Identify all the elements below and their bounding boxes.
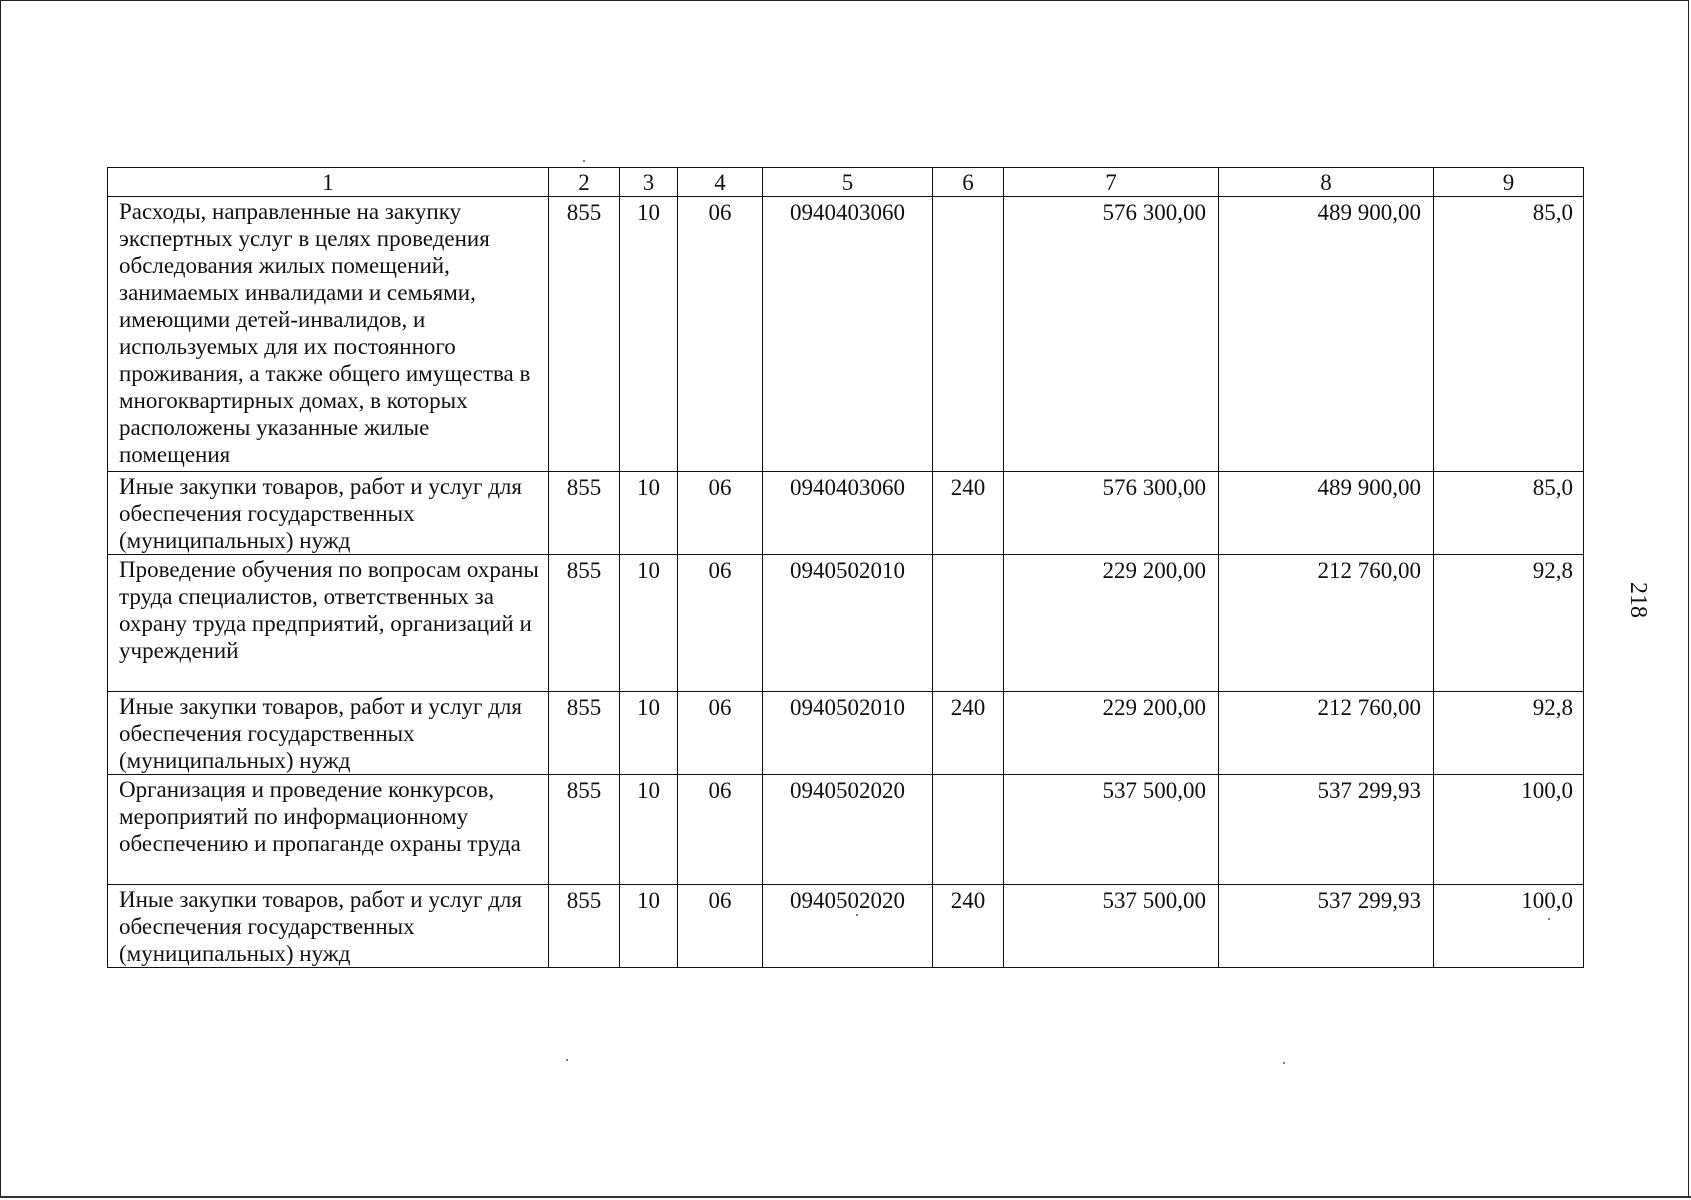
column-number-row — [108, 168, 1584, 197]
expense-name: Расходы, направленные на закупку экспертных услуг в целях проведения обследования жилых помещений, занимаемых инвалидами и семьями, имеющими детей-инвалидов, и используемых для их постоянного проживания, а также общего имущества в многоквартирных домах, в которых расположены указанные жилые помещения — [108, 197, 549, 472]
expense-type-code: 240 — [933, 692, 1004, 775]
expense-type-code — [933, 775, 1004, 885]
target-article-code: 0940502020 — [763, 885, 933, 968]
column-number: 8 — [1219, 168, 1434, 197]
table-row — [108, 472, 1584, 555]
table-row — [108, 197, 1584, 472]
grbs-code: 855 — [549, 692, 620, 775]
section-code: 10 — [620, 472, 678, 555]
expense-name: Проведение обучения по вопросам охраны труда специалистов, ответственных за охрану труда предприятий, организаций и учреждений — [108, 555, 549, 692]
grbs-code: 855 — [549, 555, 620, 692]
planned-amount: 537 500,00 — [1004, 885, 1219, 968]
execution-percent: 92,8 — [1434, 555, 1584, 692]
planned-amount: 229 200,00 — [1004, 555, 1219, 692]
expense-name: Иные закупки товаров, работ и услуг для обеспечения государственных (муниципальных) нужд — [108, 885, 549, 968]
target-article-code: 0940502010 — [763, 555, 933, 692]
subsection-code: 06 — [678, 885, 763, 968]
expense-type-code: 240 — [933, 885, 1004, 968]
subsection-code: 06 — [678, 692, 763, 775]
table-row — [108, 885, 1584, 968]
table-row — [108, 555, 1584, 692]
target-article-code: 0940403060 — [763, 197, 933, 472]
planned-amount: 229 200,00 — [1004, 692, 1219, 775]
target-article-code: 0940403060 — [763, 472, 933, 555]
column-number: 9 — [1434, 168, 1584, 197]
execution-percent: 85,0 — [1434, 197, 1584, 472]
section-code: 10 — [620, 775, 678, 885]
execution-percent: 92,8 — [1434, 692, 1584, 775]
scan-speck — [1283, 1062, 1285, 1064]
executed-amount: 537 299,93 — [1219, 885, 1434, 968]
grbs-code: 855 — [549, 472, 620, 555]
execution-percent: 100,0 — [1434, 775, 1584, 885]
scan-speck — [1548, 918, 1550, 920]
planned-amount: 576 300,00 — [1004, 472, 1219, 555]
scan-speck — [566, 1059, 568, 1061]
budget-execution-table — [107, 167, 1584, 968]
subsection-code: 06 — [678, 197, 763, 472]
planned-amount: 537 500,00 — [1004, 775, 1219, 885]
column-number: 5 — [763, 168, 933, 197]
scan-speck — [583, 160, 585, 162]
column-number: 6 — [933, 168, 1004, 197]
subsection-code: 06 — [678, 775, 763, 885]
executed-amount: 489 900,00 — [1219, 472, 1434, 555]
target-article-code: 0940502020 — [763, 775, 933, 885]
expense-name: Организация и проведение конкурсов, мероприятий по информационному обеспечению и пропаганде охраны труда — [108, 775, 549, 885]
column-number: 3 — [620, 168, 678, 197]
subsection-code: 06 — [678, 472, 763, 555]
section-code: 10 — [620, 692, 678, 775]
execution-percent: 100,0 — [1434, 885, 1584, 968]
expense-name: Иные закупки товаров, работ и услуг для обеспечения государственных (муниципальных) нужд — [108, 692, 549, 775]
expense-name: Иные закупки товаров, работ и услуг для обеспечения государственных (муниципальных) нужд — [108, 472, 549, 555]
executed-amount: 537 299,93 — [1219, 775, 1434, 885]
execution-percent: 85,0 — [1434, 472, 1584, 555]
column-number: 1 — [108, 168, 549, 197]
executed-amount: 212 760,00 — [1219, 692, 1434, 775]
executed-amount: 212 760,00 — [1219, 555, 1434, 692]
column-number: 2 — [549, 168, 620, 197]
column-number: 7 — [1004, 168, 1219, 197]
executed-amount: 489 900,00 — [1219, 197, 1434, 472]
section-code: 10 — [620, 885, 678, 968]
page-number: 218 — [1625, 582, 1651, 618]
scan-bottom-edge — [0, 1196, 1691, 1198]
expense-type-code: 240 — [933, 472, 1004, 555]
section-code: 10 — [620, 197, 678, 472]
subsection-code: 06 — [678, 555, 763, 692]
expense-type-code — [933, 197, 1004, 472]
scan-speck — [856, 914, 858, 916]
target-article-code: 0940502010 — [763, 692, 933, 775]
grbs-code: 855 — [549, 775, 620, 885]
expense-type-code — [933, 555, 1004, 692]
table-row — [108, 775, 1584, 885]
section-code: 10 — [620, 555, 678, 692]
table-row — [108, 692, 1584, 775]
grbs-code: 855 — [549, 885, 620, 968]
planned-amount: 576 300,00 — [1004, 197, 1219, 472]
grbs-code: 855 — [549, 197, 620, 472]
column-number: 4 — [678, 168, 763, 197]
